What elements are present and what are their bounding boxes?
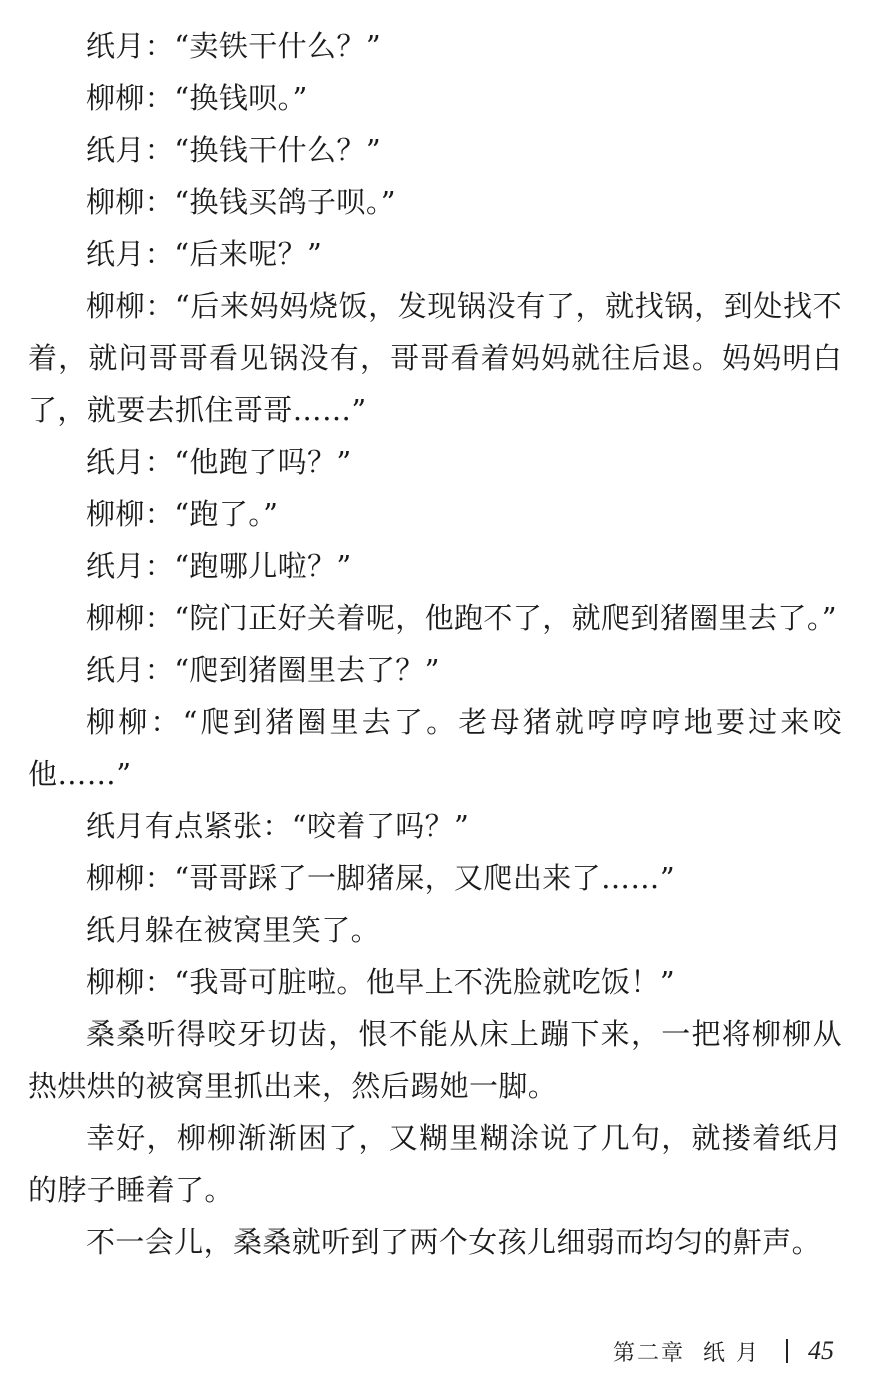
paragraph: 纸月：“后来呢？” (86, 237, 323, 271)
chapter-title: 第二章 纸 月 (613, 1340, 760, 1366)
paragraph: 纸月：“爬到猪圈里去了？” (86, 653, 440, 687)
paragraph: 不一会儿，桑桑就听到了两个女孩儿细弱而均匀的鼾声。 (86, 1225, 822, 1259)
paragraph: 柳柳：“后来妈妈烧饭，发现锅没有了，就找锅，到处找不着，就问哥哥看见锅没有，哥哥看着妈妈就往后退。妈妈明白了，就要去抓住哥哥……” (28, 289, 842, 427)
page-footer (613, 1334, 834, 1368)
paragraph: 柳柳：“哥哥踩了一脚猪屎，又爬出来了……” (86, 861, 676, 895)
page-number: 45 (808, 1336, 834, 1365)
paragraph: 纸月躲在被窝里笑了。 (86, 913, 381, 947)
paragraph: 柳柳：“换钱呗。” (86, 81, 308, 115)
paragraph: 纸月：“他跑了吗？” (86, 445, 352, 479)
paragraph: 纸月：“卖铁干什么？” (86, 29, 382, 63)
paragraph: 柳柳：“换钱买鸽子呗。” (86, 185, 396, 219)
paragraph: 纸月有点紧张：“咬着了吗？” (86, 809, 470, 843)
paragraph: 柳柳：“爬到猪圈里去了。老母猪就哼哼哼地要过来咬他……” (28, 705, 842, 791)
page-body (28, 20, 842, 1268)
paragraph: 柳柳：“院门正好关着呢，他跑不了，就爬到猪圈里去了。” (86, 601, 837, 635)
paragraph: 纸月：“换钱干什么？” (86, 133, 382, 167)
paragraph: 柳柳：“我哥可脏啦。他早上不洗脸就吃饭！” (86, 965, 676, 999)
paragraph: 纸月：“跑哪儿啦？” (86, 549, 352, 583)
paragraph: 幸好，柳柳渐渐困了，又糊里糊涂说了几句，就搂着纸月的脖子睡着了。 (28, 1121, 842, 1207)
paragraph: 柳柳：“跑了。” (86, 497, 279, 531)
footer-divider (786, 1339, 788, 1363)
paragraph: 桑桑听得咬牙切齿，恨不能从床上蹦下来，一把将柳柳从热烘烘的被窝里抓出来，然后踢她一脚。 (28, 1017, 842, 1103)
